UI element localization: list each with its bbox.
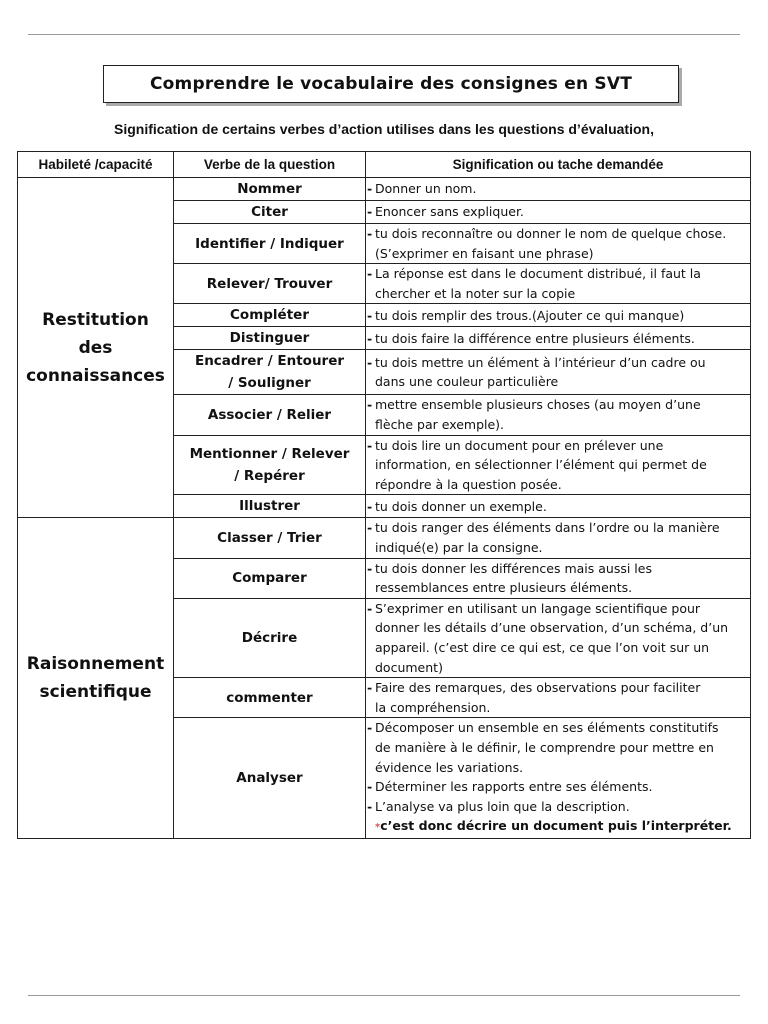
verb-label: Encadrer / Entourer xyxy=(194,353,345,370)
meaning-cell xyxy=(366,350,751,395)
meaning-line: - tu dois donner un exemple. xyxy=(366,497,744,517)
meaning-line: - tu dois donner les différences mais aussi les xyxy=(366,559,744,579)
meaning-line: - tu dois mettre un élément à l’intérieur d’un cadre ou xyxy=(366,353,744,373)
meaning-cell xyxy=(366,327,751,350)
verb-label: Citer xyxy=(251,204,288,220)
meaning-line: (S’exprimer en faisant une phrase) xyxy=(375,245,594,261)
meaning-line: document) xyxy=(375,659,443,675)
meaning-line: donner les détails d’une observation, d’un schéma, d’un xyxy=(375,620,729,636)
meaning-cell xyxy=(366,201,751,224)
meaning-line: - tu dois reconnaître ou donner le nom de quelque chose. xyxy=(366,224,744,244)
vocabulary-table xyxy=(17,151,751,839)
category-cell xyxy=(18,518,174,839)
category-label: Raisonnement xyxy=(26,654,165,675)
verb-cell xyxy=(174,518,366,558)
meaning-line: - Enoncer sans expliquer. xyxy=(366,202,744,222)
page-title: Comprendre le vocabulaire des consignes en SVT xyxy=(103,65,679,103)
verb-label: / Repérer xyxy=(234,467,305,484)
meaning-line: indiqué(e) par la consigne. xyxy=(375,539,543,555)
meaning-line: évidence les variations. xyxy=(375,759,524,775)
verb-cell xyxy=(174,558,366,598)
meaning-line: la compréhension. xyxy=(375,699,491,715)
verb-cell xyxy=(174,350,366,395)
verb-label: Mentionner / Relever xyxy=(189,445,350,462)
meaning-line: - Donner un nom. xyxy=(366,179,744,199)
header-signification: Signification ou tache demandée xyxy=(366,152,751,178)
verb-label: Compléter xyxy=(230,307,309,324)
verb-cell xyxy=(174,495,366,518)
meaning-line: chercher et la noter sur la copie xyxy=(375,285,576,301)
meaning-line: - tu dois remplir des trous.(Ajouter ce qui manque) xyxy=(366,306,744,326)
verb-label: Associer / Relier xyxy=(207,406,332,423)
verb-cell xyxy=(174,304,366,327)
meaning-line: information, en sélectionner l’élément qui permet de xyxy=(375,457,707,473)
meaning-cell xyxy=(366,718,751,839)
meaning-line: - tu dois ranger des éléments dans l’ordre ou la manière xyxy=(366,518,744,538)
verb-cell xyxy=(174,395,366,435)
verb-label: Illustrer xyxy=(239,498,300,515)
verb-cell xyxy=(174,327,366,350)
meaning-cell xyxy=(366,304,751,327)
verb-label: Identifier / Indiquer xyxy=(195,235,344,252)
meaning-text: c’est donc décrire un document puis l’interpréter. xyxy=(380,818,732,834)
meaning-cell xyxy=(366,598,751,677)
verb-label: Analyser xyxy=(236,770,303,787)
meaning-line: appareil. (c’est dire ce qui est, ce que l’on voit sur un xyxy=(375,639,710,655)
verb-cell xyxy=(174,178,366,201)
verb-cell xyxy=(174,201,366,224)
table-row xyxy=(18,518,751,558)
verb-cell xyxy=(174,718,366,839)
verb-cell xyxy=(174,264,366,304)
verb-label: Nommer xyxy=(237,181,302,197)
category-label: scientifique xyxy=(39,682,152,703)
verb-label: Comparer xyxy=(232,570,307,587)
category-label: des xyxy=(78,337,113,358)
meaning-line: de manière à le définir, le comprendre pour mettre en xyxy=(375,739,714,755)
verb-label: / Souligner xyxy=(228,375,311,392)
verb-cell xyxy=(174,435,366,495)
verb-label: Classer / Trier xyxy=(217,529,322,546)
top-rule xyxy=(28,34,740,35)
verb-label: commenter xyxy=(226,689,313,706)
verb-cell xyxy=(174,224,366,264)
meaning-cell xyxy=(366,678,751,718)
meaning-cell xyxy=(366,558,751,598)
verb-label: Relever/ Trouver xyxy=(206,275,333,292)
bottom-rule xyxy=(28,995,740,996)
meaning-line: - S’exprimer en utilisant un langage scientifique pour xyxy=(366,599,744,619)
meaning-line: - Faire des remarques, des observations pour faciliter xyxy=(366,678,744,698)
meaning-cell xyxy=(366,495,751,518)
meaning-line: - mettre ensemble plusieurs choses (au moyen d’une xyxy=(366,395,744,415)
table-body xyxy=(18,178,751,839)
meaning-cell xyxy=(366,435,751,495)
meaning-cell xyxy=(366,178,751,201)
meaning-cell xyxy=(366,264,751,304)
meaning-line: ressemblances entre plusieurs éléments. xyxy=(375,580,633,596)
meaning-line: - Décomposer un ensemble en ses éléments constitutifs xyxy=(366,718,744,738)
table-row xyxy=(18,178,751,201)
meaning-cell xyxy=(366,518,751,558)
verb-cell xyxy=(174,678,366,718)
meaning-line: - tu dois faire la différence entre plusieurs éléments. xyxy=(366,329,744,349)
verb-label: Décrire xyxy=(241,629,298,646)
meaning-line: dans une couleur particulière xyxy=(375,374,559,390)
meaning-line: flèche par exemple). xyxy=(375,416,505,432)
meaning-line: - La réponse est dans le document distribué, il faut la xyxy=(366,264,744,284)
header-habilete: Habileté /capacité xyxy=(18,152,174,178)
header-row xyxy=(18,152,751,178)
meaning-line xyxy=(366,816,744,838)
subtitle: Signification de certains verbes d’action utilises dans les questions d’évaluation, xyxy=(114,121,654,137)
meaning-line: - tu dois lire un document pour en prélever une xyxy=(366,436,744,456)
meaning-line: - L’analyse va plus loin que la description. xyxy=(366,797,744,817)
category-label: Restitution xyxy=(42,309,149,330)
meaning-cell xyxy=(366,224,751,264)
meaning-line: répondre à la question posée. xyxy=(375,476,562,492)
category-label: connaissances xyxy=(26,365,165,386)
category-cell xyxy=(18,178,174,518)
meaning-cell xyxy=(366,395,751,435)
header-verbe: Verbe de la question xyxy=(174,152,366,178)
star-marker: * xyxy=(375,822,381,834)
verb-label: Distinguer xyxy=(229,330,310,347)
verb-cell xyxy=(174,598,366,677)
meaning-line: - Déterminer les rapports entre ses éléments. xyxy=(366,777,744,797)
